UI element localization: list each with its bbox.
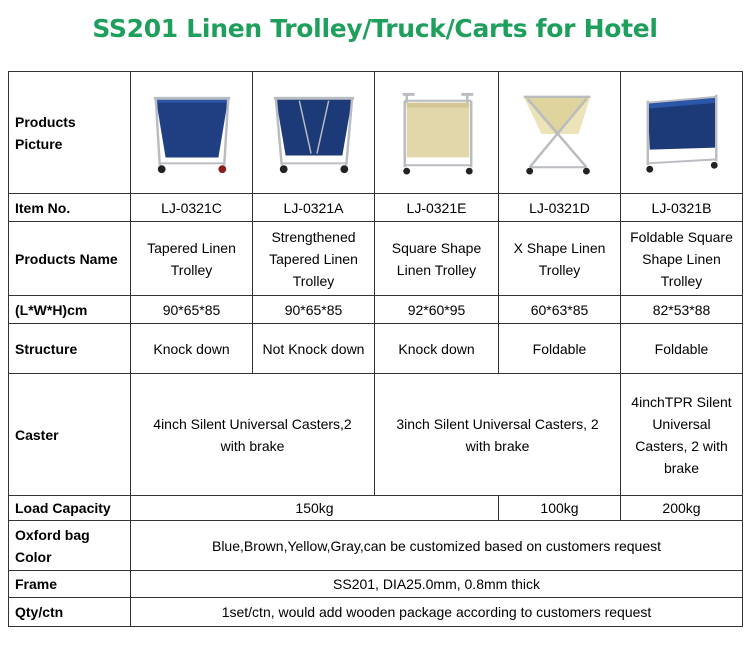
label-name: Products Name [9, 222, 131, 296]
item-no-cell: LJ-0321B [621, 194, 743, 222]
row-caster [9, 374, 743, 496]
bag-color-cell: Blue,Brown,Yellow,Gray,can be customized based on customers request [131, 521, 743, 571]
product-name-cell: Foldable Square Shape Linen Trolley [621, 222, 743, 296]
size-cell: 92*60*95 [375, 296, 499, 324]
product-picture-cell [621, 72, 743, 194]
structure-cell: Knock down [375, 324, 499, 374]
product-name-cell: Square Shape Linen Trolley [375, 222, 499, 296]
blue-tapered-trolley-icon [148, 89, 236, 177]
label-structure: Structure [9, 324, 131, 374]
row-item-no [9, 194, 743, 222]
product-name-cell: Tapered Linen Trolley [131, 222, 253, 296]
structure-cell: Foldable [499, 324, 621, 374]
item-no-cell: LJ-0321E [375, 194, 499, 222]
row-load [9, 496, 743, 521]
load-cell: 100kg [499, 496, 621, 521]
product-picture-cell [131, 72, 253, 194]
product-picture-cell [375, 72, 499, 194]
label-qty: Qty/ctn [9, 598, 131, 627]
label-frame: Frame [9, 571, 131, 598]
frame-cell: SS201, DIA25.0mm, 0.8mm thick [131, 571, 743, 598]
load-cell: 150kg [131, 496, 499, 521]
page-title: SS201 Linen Trolley/Truck/Carts for Hotel [92, 14, 658, 43]
caster-cell: 4inchTPR Silent Universal Casters, 2 with brake [621, 374, 743, 496]
caster-cell: 3inch Silent Universal Casters, 2 with brake [375, 374, 621, 496]
beige-x-shape-trolley-icon [516, 89, 604, 177]
blue-foldable-trolley-icon [638, 89, 726, 177]
blue-strengthened-trolley-icon [270, 89, 358, 177]
spec-table [8, 71, 743, 627]
row-bag-color [9, 521, 743, 571]
row-qty [9, 598, 743, 627]
size-cell: 60*63*85 [499, 296, 621, 324]
item-no-cell: LJ-0321A [253, 194, 375, 222]
size-cell: 90*65*85 [253, 296, 375, 324]
label-item-no: Item No. [9, 194, 131, 222]
label-load: Load Capacity [9, 496, 131, 521]
row-frame [9, 571, 743, 598]
load-cell: 200kg [621, 496, 743, 521]
structure-cell: Foldable [621, 324, 743, 374]
structure-cell: Not Knock down [253, 324, 375, 374]
size-cell: 90*65*85 [131, 296, 253, 324]
product-name-cell: Strengthened Tapered Linen Trolley [253, 222, 375, 296]
row-picture [9, 72, 743, 194]
structure-cell: Knock down [131, 324, 253, 374]
caster-cell: 4inch Silent Universal Casters,2 with brake [131, 374, 375, 496]
label-caster: Caster [9, 374, 131, 496]
item-no-cell: LJ-0321D [499, 194, 621, 222]
product-picture-cell [253, 72, 375, 194]
size-cell: 82*53*88 [621, 296, 743, 324]
beige-square-trolley-icon [393, 89, 481, 177]
product-name-cell: X Shape Linen Trolley [499, 222, 621, 296]
qty-cell: 1set/ctn, would add wooden package according to customers request [131, 598, 743, 627]
product-picture-cell [499, 72, 621, 194]
row-structure [9, 324, 743, 374]
label-bag-color: Oxford bag Color [9, 521, 131, 571]
label-size: (L*W*H)cm [9, 296, 131, 324]
row-name [9, 222, 743, 296]
item-no-cell: LJ-0321C [131, 194, 253, 222]
label-picture: Products Picture [9, 72, 131, 194]
row-size [9, 296, 743, 324]
